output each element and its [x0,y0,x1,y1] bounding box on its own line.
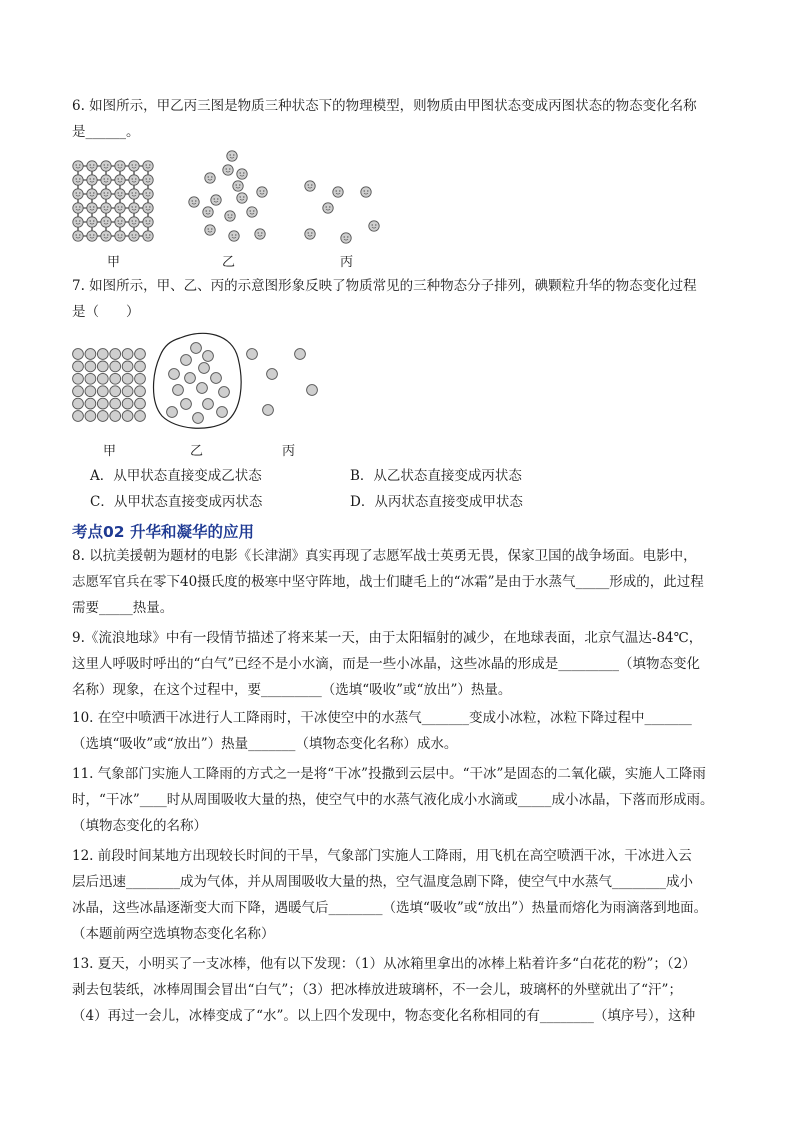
molecule [73,189,83,199]
molecule [129,203,139,213]
molecule [237,193,247,203]
molecule [129,231,139,241]
molecule [110,386,121,397]
molecule [307,385,318,396]
molecule [110,349,121,360]
molecule [129,189,139,199]
molecule [233,181,243,191]
molecule [97,411,108,422]
molecule [73,373,84,384]
q12-line-4: （本题前两空选填物态变化名称） [72,926,275,942]
molecule [87,161,97,171]
q6-line-2: 是______。 [72,124,140,140]
molecule [122,386,133,397]
fig7-gas-diagram [240,342,324,418]
molecule [101,189,111,199]
molecule [341,233,351,243]
molecule [203,207,213,217]
molecule [73,349,84,360]
fig6-solid-diagram [72,160,156,246]
molecule [73,361,84,372]
q7-option-d: D．从丙状态直接变成甲状态 [350,494,523,510]
molecule [189,197,199,207]
molecule [73,231,83,241]
q11-line-1: 11. 气象部门实施人工降雨的方式之一是将“干冰”投撒到云层中。“干冰”是固态的二氧化碳，实施人工降雨 [72,766,706,782]
molecule [135,373,146,384]
molecule [135,386,146,397]
molecule [173,385,184,396]
molecule [122,373,133,384]
molecule [197,383,208,394]
molecule [247,349,258,360]
molecule [129,175,139,185]
molecule [199,363,210,374]
q9-line-1: 9.《流浪地球》中有一段情节描述了将来某一天，由于太阳辐射的减少，在地球表面，北京气温达-84℃， [72,630,703,646]
molecule [191,343,202,354]
molecule [129,217,139,227]
molecule [227,151,237,161]
q11-line-3: （填物态变化的名称） [72,818,207,834]
molecule [247,207,257,217]
molecule [323,203,333,213]
molecule [229,231,239,241]
molecule [115,189,125,199]
molecule [135,398,146,409]
molecule [97,349,108,360]
molecule [101,161,111,171]
molecule [115,161,125,171]
molecule [115,203,125,213]
q13-line-1: 13. 夏天，小明买了一支冰棒，他有以下发现：（1）从冰箱里拿出的冰棒上粘着许多“白花花的粉”；（2） [72,956,696,972]
molecule [205,173,215,183]
molecule [85,349,96,360]
molecule [85,398,96,409]
molecule [219,387,230,398]
molecule [205,225,215,235]
molecule [135,361,146,372]
q9-line-2: 这里人呼吸时呼出的“白气”已经不是小水滴，而是一些小冰晶，这些冰晶的形成是_________（填物态变化 [72,656,701,672]
molecule [87,175,97,185]
molecule [122,411,133,422]
molecule [211,373,222,384]
fig7-label-bing: 丙 [282,444,296,459]
molecule [115,217,125,227]
section-heading: 考点02 升华和凝华的应用 [72,523,254,541]
molecule [135,411,146,422]
molecule [110,398,121,409]
q10-line-1: 10. 在空中喷洒干冰进行人工降雨时，干冰使空中的水蒸气_______变成小冰粒，冰粒下降过程中_______ [72,710,692,726]
molecule [193,413,204,424]
q11-line-2: 时，“干冰”____时从周围吸收大量的热，使空气中的水蒸气液化成小水滴或_____成小冰晶，下落而形成雨。 [72,792,714,808]
molecule [143,231,153,241]
q12-line-2: 层后迅速________成为气体，并从周围吸收大量的热，空气温度急剧下降，使空气中水蒸气________成小 [72,874,693,890]
molecule [185,373,196,384]
molecule [97,398,108,409]
q12-line-1: 12. 前段时间某地方出现较长时间的干旱，气象部门实施人工降雨，用飞机在高空喷洒干冰，干冰进入云 [72,848,692,864]
molecule [257,187,267,197]
q13-line-3: （4）再过一会儿，冰棒变成了“水”。以上四个发现中，物态变化名称相同的有________（填序号），这种 [72,1008,696,1024]
molecule [135,349,146,360]
molecule [87,217,97,227]
q7-option-c: C．从甲状态直接变成丙状态 [90,494,263,510]
molecule [97,361,108,372]
molecule [101,203,111,213]
molecule [369,221,379,231]
fig7-liquid-diagram [150,330,242,430]
fig6-gas-diagram [296,176,386,248]
molecule [122,349,133,360]
molecule [110,361,121,372]
molecule [87,203,97,213]
fig6-liquid-diagram [180,148,276,246]
fig6-label-yi: 乙 [222,255,236,270]
molecule [85,373,96,384]
molecule [97,386,108,397]
fig6-label-jia: 甲 [107,255,121,270]
molecule [101,217,111,227]
fig7-label-jia: 甲 [103,444,117,459]
molecule [267,369,278,380]
molecule [87,189,97,199]
molecule [115,175,125,185]
molecule [223,165,233,175]
molecule [143,161,153,171]
molecule [181,355,192,366]
molecule [85,361,96,372]
molecule [87,231,97,241]
molecule [73,161,83,171]
molecule [333,187,343,197]
fig7-label-yi: 乙 [190,444,204,459]
molecule [110,411,121,422]
q7-line-2: 是（ ） [72,304,140,320]
molecule [255,229,265,239]
molecule [115,231,125,241]
molecule [73,398,84,409]
molecule [73,217,83,227]
molecule [122,361,133,372]
molecule [85,386,96,397]
molecule [305,181,315,191]
q12-line-3: 冰晶，这些冰晶逐渐变大而下降，遇暖气后________（选填“吸收”或“放出”）热量而熔化为雨滴落到地面。 [72,900,708,916]
molecule [122,398,133,409]
q10-line-2: （选填“吸收”或“放出”）热量_______（填物态变化名称）成水。 [72,736,458,752]
molecule [169,369,180,380]
q7-option-a: A．从甲状态直接变成乙状态 [90,468,262,484]
q8-line-3: 需要_____热量。 [72,600,174,616]
q7-option-b: B．从乙状态直接变成丙状态 [350,468,522,484]
molecule [73,203,83,213]
molecule [203,399,214,410]
molecule [305,229,315,239]
molecule [73,175,83,185]
q8-line-1: 8. 以抗美援朝为题材的电影《长津湖》真实再现了志愿军战士英勇无畏，保家卫国的战争场面。电影中， [72,548,697,564]
molecule [101,231,111,241]
molecule [143,189,153,199]
molecule [263,405,274,416]
fig7-solid-diagram [72,348,144,420]
molecule [203,351,214,362]
molecule [167,407,178,418]
molecule [73,411,84,422]
molecule [101,175,111,185]
molecule [110,373,121,384]
q13-line-2: 剥去包装纸，冰棒周围会冒出“白气”；（3）把冰棒放进玻璃杯，不一会儿，玻璃杯的外壁就出了“汗”； [72,982,682,998]
molecule [181,399,192,410]
molecule [217,407,228,418]
q9-line-3: 名称）现象，在这个过程中，要_________（选填“吸收”或“放出”）热量。 [72,682,512,698]
molecule [361,187,371,197]
molecule [237,169,247,179]
molecule [143,203,153,213]
q7-line-1: 7. 如图所示，甲、乙、丙的示意图形象反映了物质常见的三种物态分子排列，碘颗粒升华的物态变化过程 [72,278,697,294]
fig6-label-bing: 丙 [340,255,354,270]
q6-line-1: 6. 如图所示，甲乙丙三图是物质三种状态下的物理模型，则物质由甲图状态变成丙图状态的物态变化名称 [72,98,697,114]
molecule [225,211,235,221]
molecule [295,349,306,360]
molecule [211,195,221,205]
molecule [143,217,153,227]
molecule [97,373,108,384]
molecule [85,411,96,422]
molecule [129,161,139,171]
molecule [73,386,84,397]
q8-line-2: 志愿军官兵在零下40摄氏度的极寒中坚守阵地，战士们睫毛上的“冰霜”是由于水蒸气_____形成的，此过程 [72,574,704,590]
molecule [143,175,153,185]
